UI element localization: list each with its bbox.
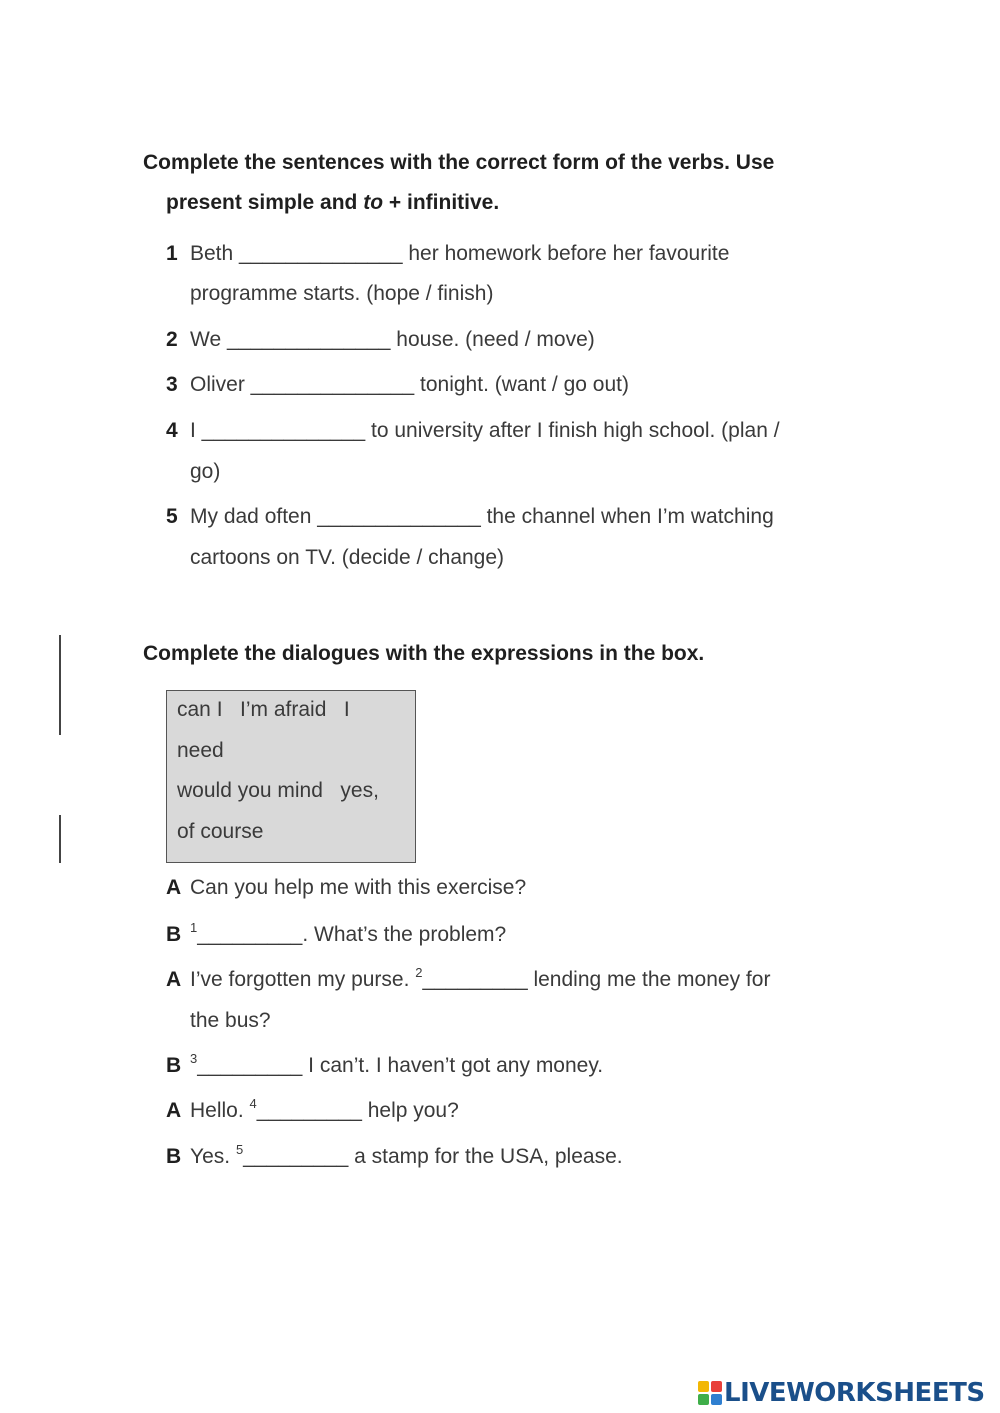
- item-3: [166, 374, 629, 395]
- logo-square: [698, 1381, 709, 1392]
- dialogue-line-3b: the bus?: [190, 1009, 271, 1032]
- dialogue-text: Yes.: [190, 1145, 236, 1168]
- item-number: 2: [166, 328, 178, 351]
- dialogue-text: I’ve forgotten my purse.: [190, 968, 416, 991]
- logo-text: LIVEWORKSHEETS: [724, 1378, 985, 1408]
- item-text: We ______________ house. (need / move): [190, 328, 595, 351]
- speaker-label: A: [166, 876, 182, 899]
- item-number: 5: [166, 505, 178, 528]
- speaker-label: B: [166, 1145, 182, 1168]
- item-2: [166, 329, 595, 350]
- heading-italic-to: to: [363, 191, 384, 214]
- dialogue-line-1: [166, 877, 526, 898]
- dialogue-text: Can you help me with this exercise?: [190, 876, 527, 899]
- liveworksheets-logo: [698, 1378, 985, 1408]
- dialogue-line-2: [166, 920, 507, 946]
- heading-text: present simple and: [166, 191, 364, 214]
- heading-text: + infinitive.: [383, 191, 500, 214]
- dialogue-line-3: [166, 965, 771, 991]
- box-line: need: [177, 739, 224, 762]
- dialogue-text: _________ help you?: [256, 1099, 459, 1122]
- speaker-label: B: [166, 1054, 182, 1077]
- gap-number: 5: [235, 1142, 244, 1157]
- section2-heading: Complete the dialogues with the expressions in the box.: [143, 642, 705, 665]
- section1-heading-line1: Complete the sentences with the correct form of the verbs. Use: [143, 151, 775, 174]
- speaker-label: B: [166, 923, 182, 946]
- gap-number: 2: [415, 965, 423, 980]
- item-1-line2: programme starts. (hope / finish): [190, 282, 494, 305]
- dialogue-text: _________ a stamp for the USA, please.: [243, 1145, 623, 1168]
- item-5: [166, 506, 774, 527]
- box-line: would you mind yes,: [177, 779, 379, 802]
- dialogue-line-6: [166, 1142, 623, 1168]
- gap-number: 1: [190, 920, 198, 935]
- gap-number: 4: [249, 1096, 257, 1111]
- dialogue-line-5: [166, 1096, 459, 1122]
- gap-number: 3: [190, 1051, 198, 1066]
- dialogue-text: _________ lending me the money for: [422, 968, 771, 991]
- logo-square: [698, 1394, 709, 1405]
- item-number: 3: [166, 373, 178, 396]
- item-4-line2: go): [190, 460, 221, 483]
- box-line: can I I’m afraid I: [177, 698, 350, 721]
- item-text: I ______________ to university after I finish high school. (plan /: [190, 419, 780, 442]
- item-text: My dad often ______________ the channel when I’m watching: [190, 505, 774, 528]
- item-number: 1: [166, 242, 178, 265]
- item-4: [166, 420, 780, 441]
- margin-bar: [59, 815, 61, 863]
- margin-bar: [59, 635, 61, 735]
- dialogue-line-4: [166, 1051, 604, 1077]
- expression-box: [166, 690, 416, 863]
- speaker-label: A: [166, 1099, 182, 1122]
- item-text: Beth ______________ her homework before her favourite: [190, 242, 730, 265]
- logo-mark-icon: [698, 1381, 722, 1405]
- speaker-label: A: [166, 968, 182, 991]
- dialogue-text: _________ I can’t. I haven’t got any money.: [197, 1054, 604, 1077]
- section1-heading-line2: [166, 192, 499, 213]
- logo-square: [711, 1381, 722, 1392]
- dialogue-text: Hello.: [190, 1099, 250, 1122]
- item-number: 4: [166, 419, 178, 442]
- item-text: Oliver ______________ tonight. (want / go out): [190, 373, 629, 396]
- dialogue-text: _________. What’s the problem?: [197, 923, 507, 946]
- item-1: [166, 243, 729, 264]
- item-5-line2: cartoons on TV. (decide / change): [190, 546, 505, 569]
- box-line: of course: [177, 820, 264, 843]
- logo-square: [711, 1394, 722, 1405]
